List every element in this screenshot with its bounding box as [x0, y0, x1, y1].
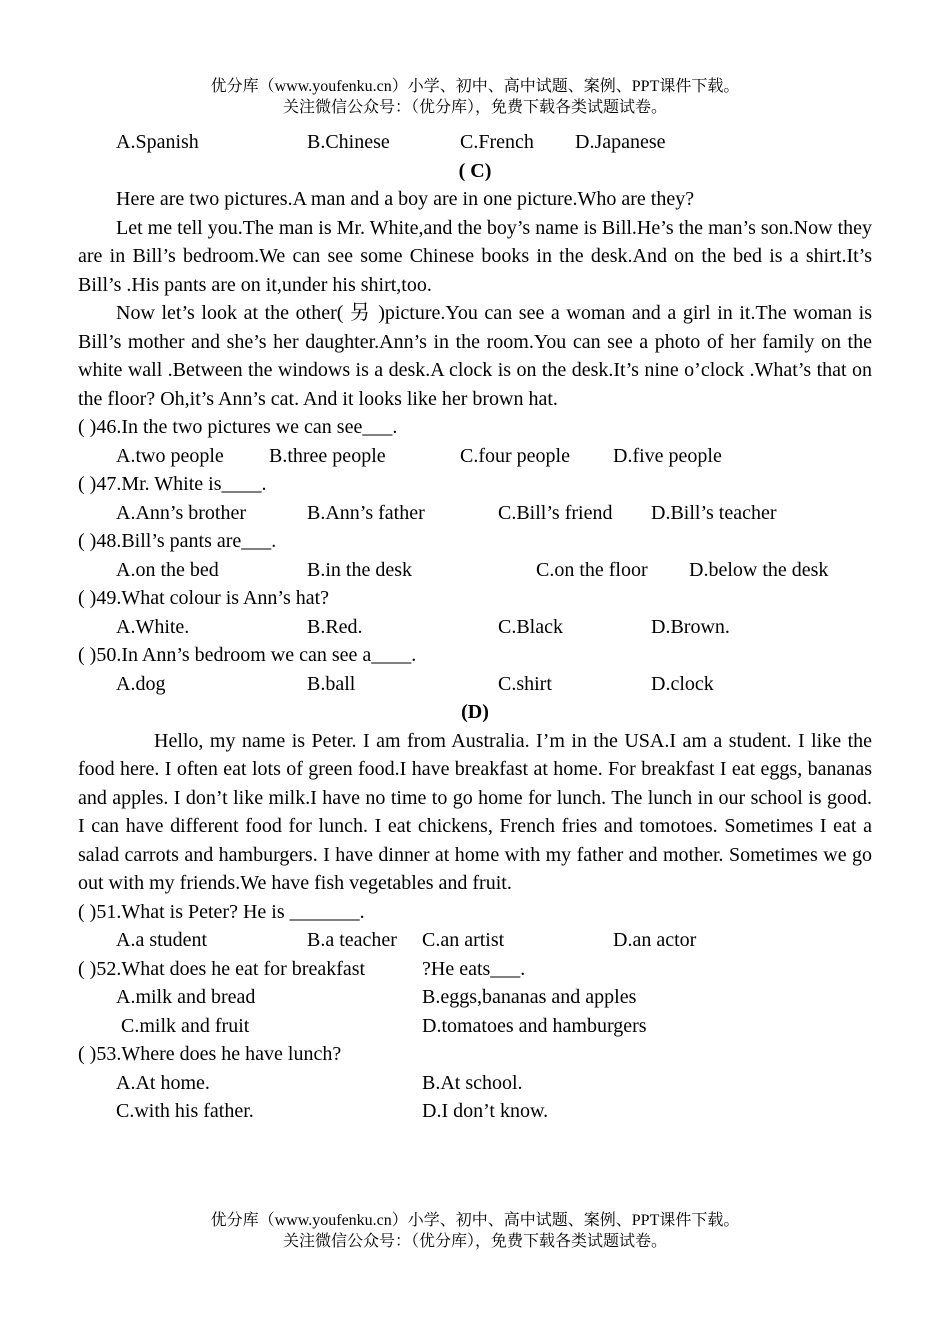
question-52-options-row-1	[78, 983, 872, 1012]
option-b: B.three people	[269, 444, 386, 467]
option-d: D.Japanese	[575, 131, 666, 153]
section-c-title: ( C)	[458, 159, 492, 182]
question-46: ( )46.In the two pictures we can see___.	[78, 416, 398, 438]
question-52	[78, 955, 872, 984]
footer-line-1: 优分库（www.youfenku.cn）小学、初中、高中试题、案例、PPT课件下载。	[210, 1212, 740, 1229]
question-50: ( )50.In Ann’s bedroom we can see a____.	[78, 644, 417, 666]
option-d: D.Bill’s teacher	[651, 501, 777, 524]
footer-line-2: 关注微信公众号：（优分库），免费下载各类试题试卷。	[282, 1233, 667, 1250]
header-line-2: 关注微信公众号：（优分库），免费下载各类试题试卷。	[282, 99, 667, 116]
question-47: ( )47.Mr. White is____.	[78, 473, 267, 495]
page-header	[0, 76, 950, 118]
page-footer	[0, 1210, 950, 1252]
option-c: C.Bill’s friend	[498, 501, 613, 524]
option-a: A.two people	[116, 444, 224, 467]
option-d: D.an actor	[613, 929, 697, 951]
option-b: B.ball	[307, 672, 356, 695]
option-c: C.French	[460, 131, 534, 153]
question-51: ( )51.What is Peter? He is _______.	[78, 900, 365, 923]
question-53-options-row-2	[78, 1097, 872, 1126]
option-d: D.five people	[613, 444, 722, 467]
header-line-1: 优分库（www.youfenku.cn）小学、初中、高中试题、案例、PPT课件下载。	[210, 78, 740, 95]
option-row	[78, 128, 872, 157]
option-a: A.a student	[116, 929, 208, 951]
option-d: D.clock	[651, 672, 714, 695]
option-b: B.Ann’s father	[307, 501, 425, 524]
option-c: C.four people	[460, 444, 570, 467]
option-c: C.on the floor	[536, 558, 648, 581]
question-48: ( )48.Bill’s pants are___.	[78, 530, 277, 552]
option-a: A.on the bed	[116, 558, 219, 581]
option-c: C.shirt	[498, 672, 552, 695]
question-52-text: ( )52.What does he eat for breakfast	[78, 957, 366, 980]
option-a: A.dog	[116, 672, 166, 695]
question-53: ( )53.Where does he have lunch?	[78, 1043, 342, 1065]
question-49: ( )49.What colour is Ann’s hat?	[78, 587, 330, 609]
section-c-paragraph-3: Now let’s look at the other( 另 )picture.You can see a woman and a girl in it.The woman is Bill’s mother and she’s her daughter.Ann’s in the room.You can see a photo of her family on the white wall .Between the windows is a desk.A clock is on the desk.It’s nine o’clock .What’s that on the floor? Oh,it’s Ann’s cat. And it looks like her brown hat.	[78, 302, 872, 410]
question-51-options	[78, 926, 872, 955]
option-d: D.I don’t know.	[422, 1100, 549, 1122]
question-50-options	[78, 670, 872, 699]
section-d-paragraph: Hello, my name is Peter. I am from Australia. I’m in the USA.I am a student. I like the food here. I often eat lots of green food.I have breakfast at home. For breakfast I eat eggs, bananas and apples. I don’t like milk.I have no time to go home for lunch. The lunch in our school is good. I can have different food for lunch. I eat chickens, French fries and tomotoes. Sometimes I eat a salad carrots and hamburgers. I have dinner at home with my father and mother. Sometimes we go out with my friends.We have fish vegetables and fruit.	[78, 729, 872, 894]
option-c: C.milk and fruit	[121, 1014, 250, 1037]
question-48-options	[78, 556, 872, 585]
exam-content	[78, 128, 872, 1126]
section-c-paragraph-2: Let me tell you.The man is Mr. White,and the boy’s name is Bill.He’s the man’s son.Now they are in Bill’s bedroom.We can see some Chinese books in the desk.And on the bed is a shirt.It’s Bill’s .His pants are on it,under his shirt,too.	[78, 216, 872, 296]
question-53-options-row-1	[78, 1069, 872, 1098]
question-52-options-row-2	[78, 1012, 872, 1041]
question-47-options	[78, 499, 872, 528]
option-d: D.Brown.	[651, 615, 730, 638]
option-a: A.At home.	[116, 1071, 210, 1094]
option-d: D.below the desk	[689, 558, 829, 581]
section-d-title: (D)	[461, 701, 489, 723]
question-49-options	[78, 613, 872, 642]
option-a: A.milk and bread	[116, 986, 256, 1008]
option-b: B.eggs,bananas and apples	[422, 986, 637, 1008]
option-b: B.Chinese	[307, 131, 390, 153]
option-c: C.an artist	[422, 929, 505, 951]
section-c-paragraph-1: Here are two pictures.A man and a boy are in one picture.Who are they?	[116, 188, 695, 210]
option-c: C.Black	[498, 615, 563, 638]
option-b: B.in the desk	[307, 558, 412, 581]
option-a: A.White.	[116, 615, 190, 638]
option-d: D.tomatoes and hamburgers	[422, 1014, 647, 1037]
option-a: A.Ann’s brother	[116, 501, 246, 524]
option-c: C.with his father.	[116, 1100, 254, 1122]
question-46-options	[78, 442, 872, 471]
option-b: B.At school.	[422, 1071, 523, 1094]
question-52-tail: ?He eats___.	[422, 957, 526, 980]
option-a: A.Spanish	[116, 131, 199, 153]
option-b: B.a teacher	[307, 929, 397, 951]
option-b: B.Red.	[307, 615, 363, 638]
